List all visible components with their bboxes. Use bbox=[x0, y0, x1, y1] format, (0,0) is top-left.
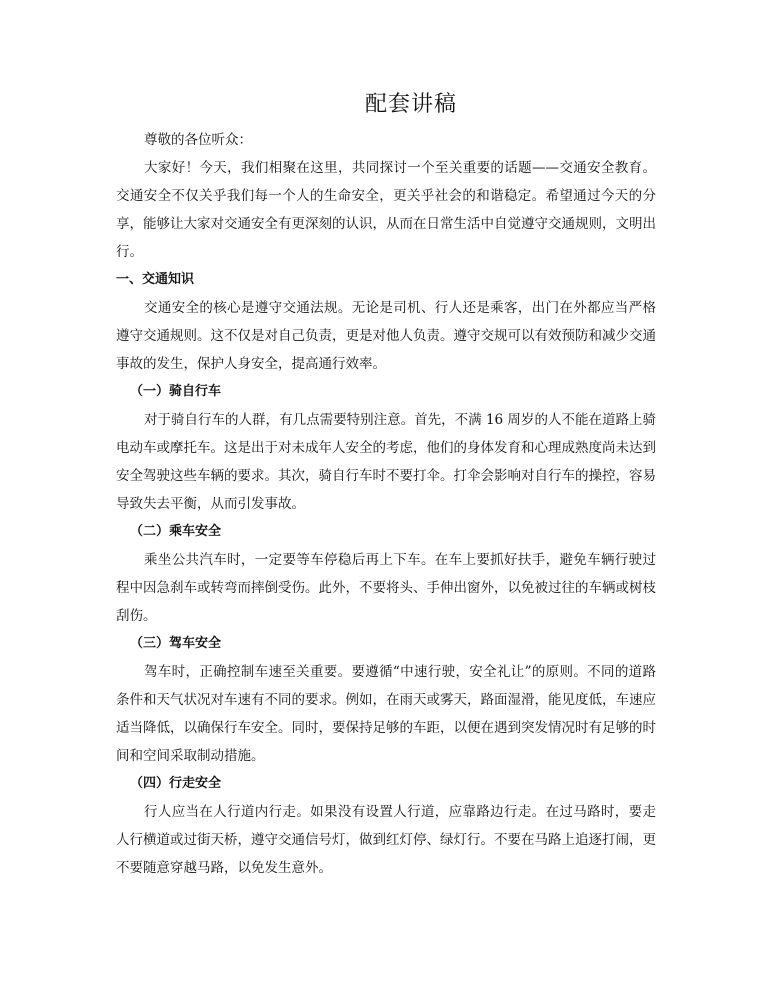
section-heading-traffic-knowledge: 一、交通知识 bbox=[116, 272, 195, 287]
section-heading-cycling: （一）骑自行车 bbox=[130, 384, 222, 399]
intro-paragraph: 大家好！今天，我们相聚在这里，共同探讨一个至关重要的话题——交通安全教育。交通安全不仅关乎我们每一个人的生命安全，更关乎社会的和谐稳定。希望通过今天的分享，能够让大家对交通安全有更深刻的认识，从而在日常生活中自觉遵守交通规则，文明出行。 bbox=[116, 160, 656, 260]
section-heading-driving-safety: （三）驾车安全 bbox=[130, 636, 222, 651]
section-paragraph-riding-safety: 乘坐公共汽车时，一定要等车停稳后再上下车。在车上要抓好扶手，避免车辆行驶过程中因急刹车或转弯而摔倒受伤。此外，不要将头、手伸出窗外，以免被过往的车辆或树枝刮伤。 bbox=[116, 552, 656, 624]
section-paragraph-cycling: 对于骑自行车的人群，有几点需要特别注意。首先，不满 16 周岁的人不能在道路上骑电动车或摩托车。这是出于对未成年人安全的考虑，他们的身体发育和心理成熟度尚未达到安全驾驶这些车辆的要求。其次，骑自行车时不要打伞。打伞会影响对自行车的操控，容易导致失去平衡，从而引发事故。 bbox=[116, 412, 656, 512]
section-heading-riding-safety: （二）乘车安全 bbox=[130, 524, 222, 539]
section-paragraph-traffic-knowledge: 交通安全的核心是遵守交通法规。无论是司机、行人还是乘客，出门在外都应当严格遵守交通规则。这不仅是对自己负责，更是对他人负责。遵守交规可以有效预防和减少交通事故的发生，保护人身安全，提高通行效率。 bbox=[116, 300, 656, 372]
section-heading-walking-safety: （四）行走安全 bbox=[130, 776, 222, 791]
section-paragraph-walking-safety: 行人应当在人行道内行走。如果没有设置人行道，应靠路边行走。在过马路时，要走人行横道或过街天桥，遵守交通信号灯，做到红灯停、绿灯行。不要在马路上追逐打闹，更不要随意穿越马路，以免发生意外。 bbox=[116, 804, 656, 876]
salutation: 尊敬的各位听众： bbox=[144, 132, 252, 148]
document-body bbox=[116, 126, 656, 882]
page-title: 配套讲稿 bbox=[364, 92, 457, 117]
section-paragraph-driving-safety: 驾车时，正确控制车速至关重要。要遵循“中速行驶，安全礼让”的原则。不同的道路条件和天气状况对车速有不同的要求。例如，在雨天或雾天，路面湿滑，能见度低，车速应适当降低，以确保行车安全。同时，要保持足够的车距，以便在遇到突发情况时有足够的时间和空间采取制动措施。 bbox=[116, 664, 656, 764]
